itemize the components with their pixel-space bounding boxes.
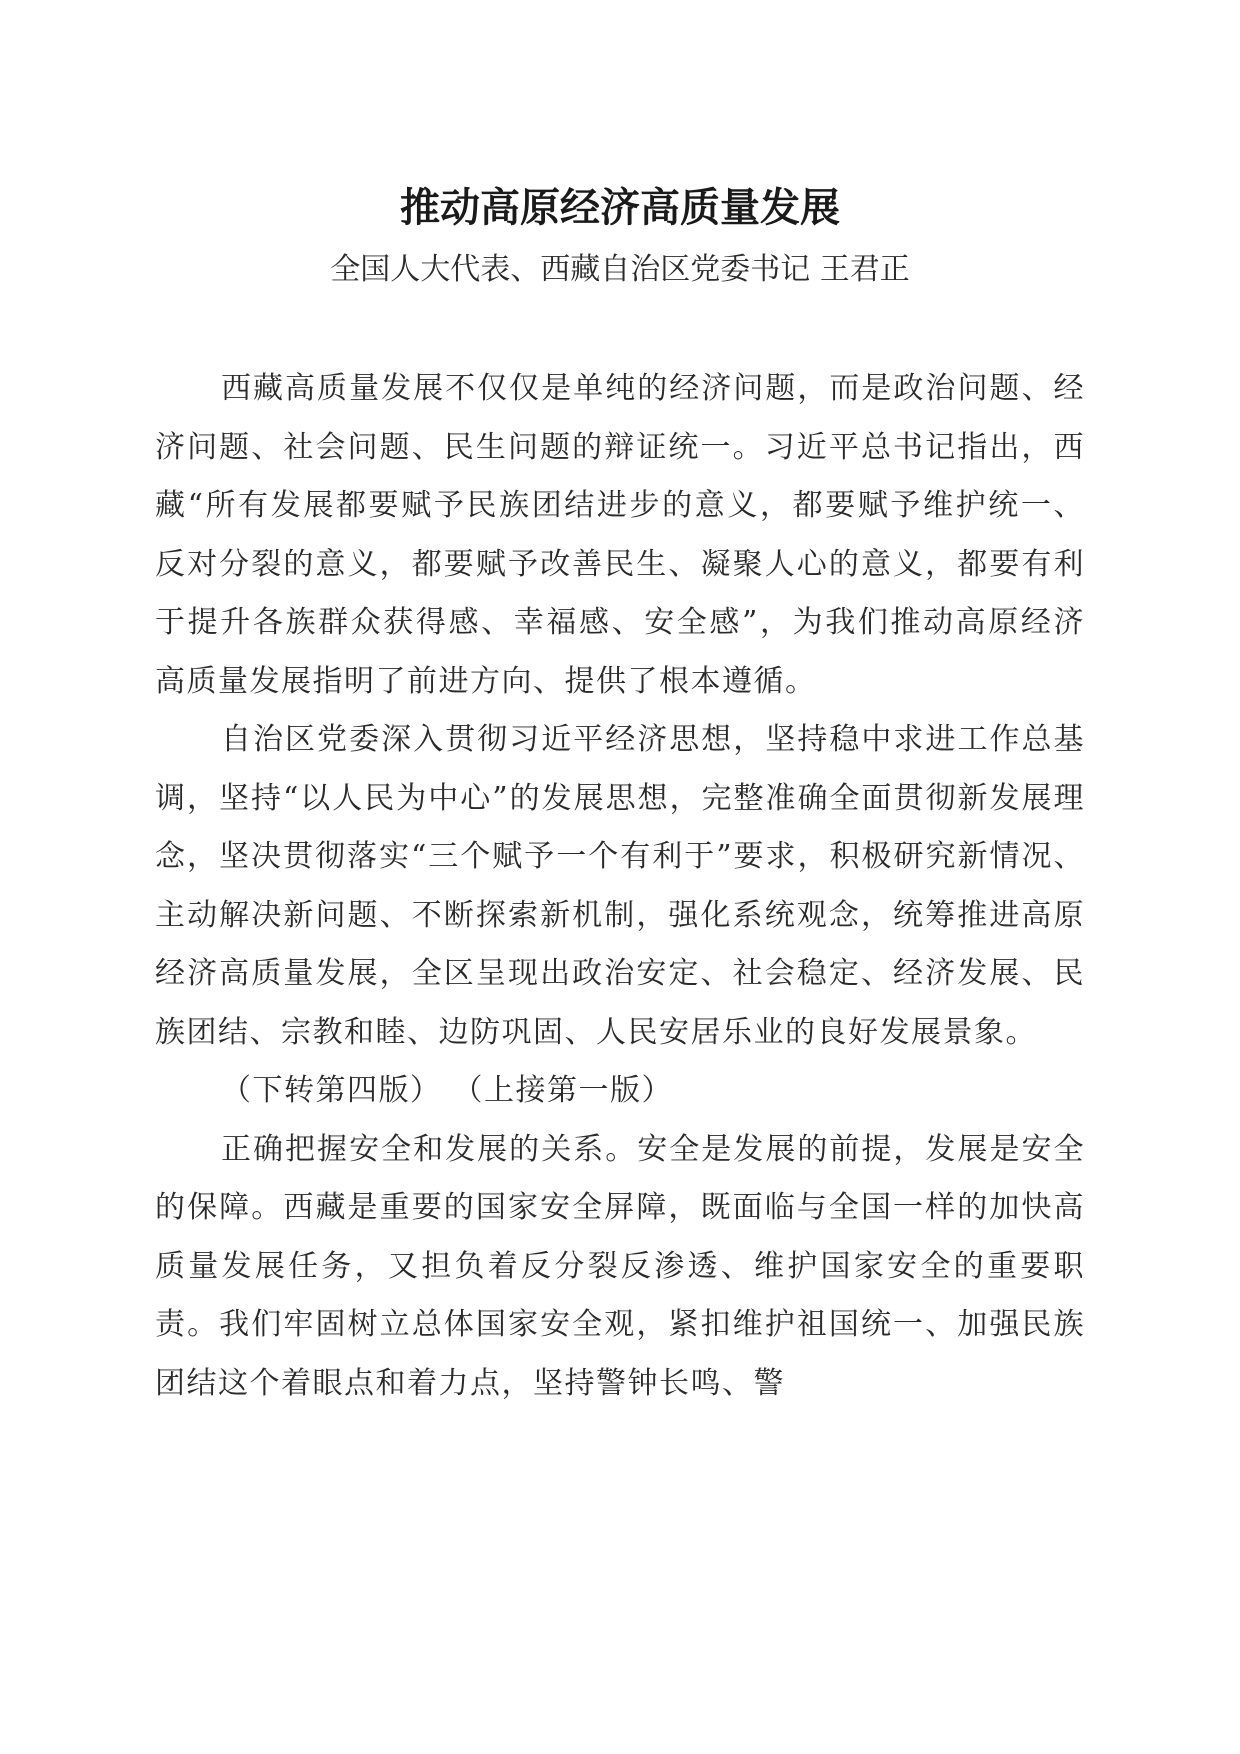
body-paragraph: 西藏高质量发展不仅仅是单纯的经济问题，而是政治问题、经济问题、社会问题、民生问题的辩证统一。习近平总书记指出，西藏“所有发展都要赋予民族团结进步的意义，都要赋予维护统一、反对分裂的意义，都要赋予改善民生、凝聚人心的意义，都要有利于提升各族群众获得感、幸福感、安全感”，为我们推动高原经济高质量发展指明了前进方向、提供了根本遵循。 (155, 371, 1085, 699)
article-byline: 全国人大代表、西藏自治区党委书记 王君正 (330, 252, 910, 287)
article-body (155, 360, 1085, 1413)
body-paragraph: 正确把握安全和发展的关系。安全是发展的前提，发展是安全的保障。西藏是重要的国家安全屏障，既面临与全国一样的加快高质量发展任务，又担负着反分裂反渗透、维护国家安全的重要职责。我们牢固树立总体国家安全观，紧扣维护祖国统一、加强民族团结这个着眼点和着力点，坚持警钟长鸣、警 (155, 1131, 1085, 1401)
body-paragraph: 自治区党委深入贯彻习近平经济思想，坚持稳中求进工作总基调，坚持“以人民为中心”的发展思想，完整准确全面贯彻新发展理念，坚决贯彻落实“三个赋予一个有利于”要求，积极研究新情况、主动解决新问题、不断探索新机制，强化系统观念，统筹推进高原经济高质量发展，全区呈现出政治安定、社会稳定、经济发展、民族团结、宗教和睦、边防巩固、人民安居乐业的良好发展景象。 (155, 722, 1085, 1050)
article-title: 推动高原经济高质量发展 (400, 185, 840, 231)
continuation-note: （下转第四版） （上接第一版） (221, 1073, 674, 1108)
